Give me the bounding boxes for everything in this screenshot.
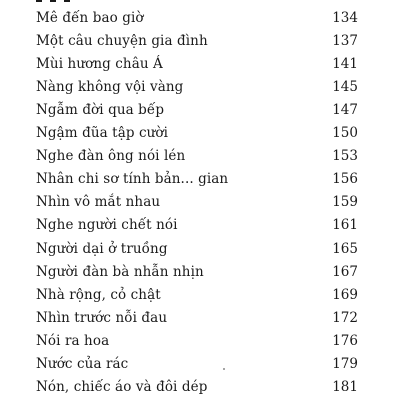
toc-entry [36,306,358,330]
toc-entry-title: Một câu chuyện gia đình [36,33,208,49]
toc-entry [36,75,358,99]
toc-entry-page: 161 [332,217,358,233]
toc-entry [36,6,358,30]
toc-entry-page: 179 [332,356,358,372]
toc-entry [36,121,358,145]
toc-entry-title: Nàng không vội vàng [36,79,184,95]
toc-entry-page: 181 [332,379,358,395]
toc-entry-title: Mê đến bao giờ [36,10,144,26]
toc-entry-title: Người dại ở truồng [36,241,168,257]
toc-entry-page: 145 [332,79,358,95]
toc-entry-title: Nón, chiếc áo và đôi dép [36,379,208,395]
toc-entry [36,329,358,353]
toc-entry [36,190,358,214]
toc-entry-title: Nhà rộng, cỏ chật [36,287,161,303]
toc-entry [36,260,358,284]
print-speck [223,368,225,370]
toc-entry-page: 141 [332,56,358,72]
toc-entry-title: Nghe người chết nói [36,217,178,233]
toc-entry-page: 169 [332,287,358,303]
toc-entry-page: 134 [332,10,358,26]
toc-entry-page: 176 [332,333,358,349]
toc-entry [36,52,358,76]
toc-entry-page: 156 [332,171,358,187]
toc-entry-title: Người đàn bà nhẫn nhịn [36,264,204,280]
toc-entry-title: Nghe đàn ông nói lén [36,148,186,164]
toc-entry-page: 153 [332,148,358,164]
toc-entry-title: Nước của rác [36,356,129,372]
toc-entry-title: Mùi hương châu Á [36,56,163,72]
toc-entry-page: 137 [332,33,358,49]
toc-entry [36,213,358,237]
toc-entry-title: Ngẫm đời qua bếp [36,102,165,118]
toc-entry-page: 172 [332,310,358,326]
toc-entry [36,29,358,53]
toc-entry-page: 147 [332,102,358,118]
toc-entry [36,283,358,307]
toc-entry-page: 165 [332,241,358,257]
toc-entry-page: 167 [332,264,358,280]
toc-entry-title: Nhân chi sơ tính bản... gian [36,171,229,187]
toc-entry [36,237,358,261]
cropped-previous-entry [36,0,116,4]
toc-entry-page: 159 [332,194,358,210]
toc-entry-title: Ngậm đũa tập cười [36,125,169,141]
toc-entry-title: Nhìn trước nỗi đau [36,310,168,326]
toc-entry [36,375,358,399]
toc-entry-page: 150 [332,125,358,141]
toc-entry [36,352,358,376]
toc-entry [36,144,358,168]
toc-entry-title: Nhìn vô mắt nhau [36,194,161,210]
toc-entry [36,98,358,122]
toc-entry-title: Nói ra hoa [36,333,110,349]
toc-entry [36,167,358,191]
